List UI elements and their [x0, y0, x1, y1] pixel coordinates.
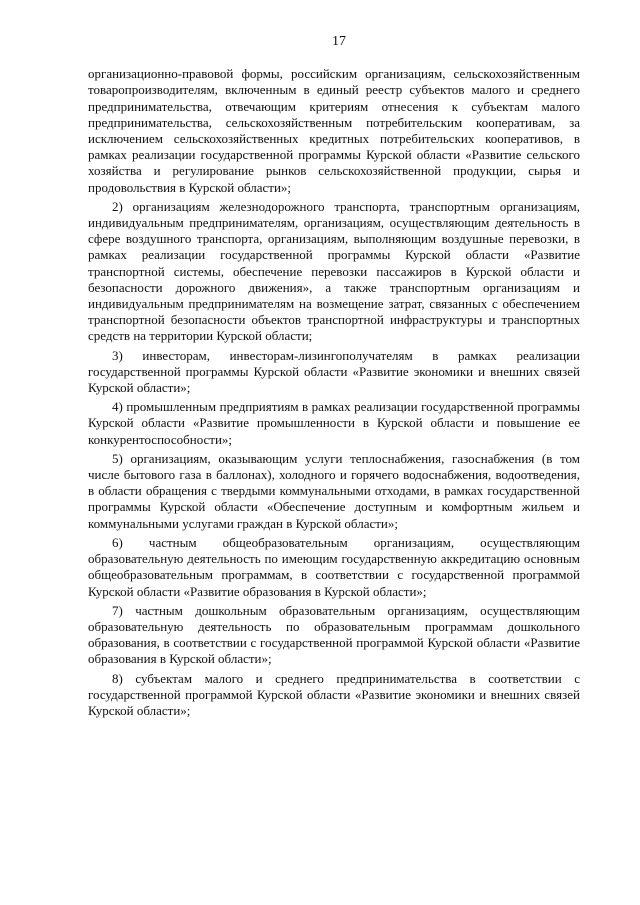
- paragraph-item-2: 2) организациям железнодорожного транспорта, транспортным организациям, индивидуальным предпринимателям, организациям, осуществляющим деятельность в сфере воздушного транспорта, организациям, выполняющим воздушные перевозки, в рамках реализации государственной программы Курской области «Развитие транспортной системы, обеспечение перевозки пассажиров в Курской области и безопасности дорожного движения», а также транспортным организациям и индивидуальным предпринимателям на возмещение затрат, связанных с обеспечением транспортной безопасности объектов транспортной инфраструктуры и транспортных средств на территории Курской области;: [88, 198, 580, 344]
- page-number: 17: [332, 34, 346, 49]
- paragraph-item-7: 7) частным дошкольным образовательным организациям, осуществляющим образовательную деятельность по образовательным программам дошкольного образования, в соответствии с государственной программой Курской области «Развитие образования в Курской области»;: [88, 602, 580, 667]
- paragraph-item-4: 4) промышленным предприятиям в рамках реализации государственной программы Курской области «Развитие промышленности в Курской области и повышение ее конкурентоспособности»;: [88, 399, 580, 447]
- paragraph-item-6: 6) частным общеобразовательным организациям, осуществляющим образовательную деятельность по имеющим государственную аккредитацию основным общеобразовательным программам, в соответствии с государственной программой Курской области «Развитие образования в Курской области»;: [88, 534, 580, 599]
- paragraph-item-3: 3) инвесторам, инвесторам-лизингополучателям в рамках реализации государственной программы Курской области «Развитие экономики и внешних связей Курской области»;: [88, 347, 580, 396]
- paragraph-item-5: 5) организациям, оказывающим услуги теплоснабжения, газоснабжения (в том числе бытового газа в баллонах), холодного и горячего водоснабжения, водоотведения, в области обращения с твердыми коммунальными отходами, в рамках государственной программы Курской области «Обеспечение доступным и комфортным жильем и коммунальными услугами граждан в Курской области»;: [88, 450, 580, 531]
- paragraph-item-8: 8) субъектам малого и среднего предпринимательства в соответствии с государственной программой Курской области «Развитие экономики и внешних связей Курской области»;: [88, 670, 580, 718]
- paragraph-continuation: организационно-правовой формы, российским организациям, сельскохозяйственным товаропроизводителям, включенным в единый реестр субъектов малого и среднего предпринимательства, отвечающим критериям отнесения к субъектам малого предпринимательства, сельскохозяйственным потребительским кооперативам, за исключением сельскохозяйственных кредитных потребительских кооперативов, в рамках реализации государственной программы Курской области «Развитие сельского хозяйства и регулирование рынков сельскохозяйственной продукции, сырья и продовольствия в Курской области»;: [88, 66, 580, 195]
